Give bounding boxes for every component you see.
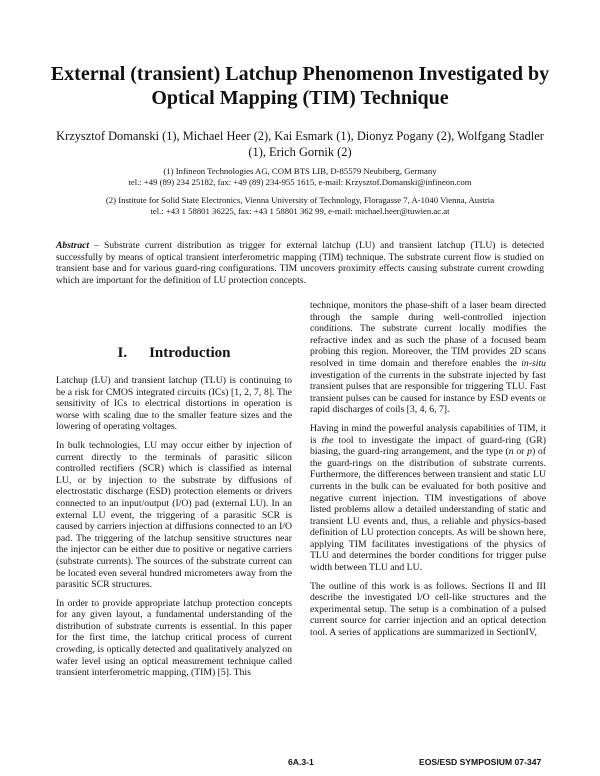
section-title: Introduction <box>149 345 231 361</box>
right-paragraph-2-em-the: the <box>321 434 334 446</box>
affiliation-2-contact: tel.: +43 1 58801 36225, fax: +43 1 58801 362 99, e-mail: michael.heer@tuwien.ac.at <box>150 206 450 216</box>
right-paragraph-2-c: or <box>513 446 528 458</box>
affiliation-2-address: (2) Institute for Solid State Electronics, Vienna University of Technology, Floragasse 7, A-1040 Vienna, Austria <box>105 195 495 205</box>
right-paragraph-2-d: ) of the guard-rings on the distribution of substrate currents. Furthermore, the differences between transient and static LU currents in the bulk can be evaluated for both positive and negative current injection. TIM investigations of above listed problems allow a detailed understanding of static and transient LU events and, thus, a reliable and physics-based definition of LU protection concepts. As will be shown here, applying TIM facilitates investigations of the physics of TLU and determines the border conditions for trigger pulse width between TLU and LU. <box>310 446 547 574</box>
footer-page-number: 6A.3-1 <box>288 757 314 767</box>
right-paragraph-2-b: tool to investigate the impact of guard-ring (GR) biasing, the guard-ring arrangement, and the type ( <box>310 434 546 458</box>
abstract <box>56 240 544 286</box>
section-heading-introduction <box>56 344 292 362</box>
right-paragraph-2 <box>310 423 546 574</box>
right-paragraph-1-emphasis: in-situ <box>521 357 546 369</box>
affiliation-1-address: (1) Infineon Technologies AG, COM BTS LIB, D-85579 Neubiberg, Germany <box>163 166 437 176</box>
right-paragraph-2-a: Having in mind the powerful analysis capabilities of TIM, it is <box>310 422 546 446</box>
title-line-2: Optical Mapping (TIM) Technique <box>151 87 449 109</box>
left-column <box>56 296 292 686</box>
intro-paragraph-2: In bulk technologies, LU may occur either by injection of current directly to the terminals of parasitic silicon controlled rectifiers (SCR) which is classified as internal LU, or by injection to the substrate by diffusions of electrostatic discharge (ESD) protection elements or drivers connected to an input/output (I/O) pad (external LU). In an external LU event, the triggering of a parasitic SCR is caused by carriers injection at diffusions connected to an I/O pad. The triggering of the latchup sensitive structures near the injector can be either due to positive or negative carriers (substrate currents). The sources of the substrate current can be located even several hundred micrometers away from the parasitic SCR structures. <box>56 439 292 591</box>
right-paragraph-3: The outline of this work is as follows. Sections II and III describe the investigated I/O cell-like structures and the experimental setup. The setup is a combination of a pulsed current source for carrier injection and an optical detection tool. A series of applications are summarized in SectionIV, <box>310 580 546 639</box>
right-paragraph-2-em-n: n <box>508 446 514 458</box>
intro-paragraph-1: Latchup (LU) and transient latchup (TLU) is continuing to be a risk for CMOS integrated circuits (ICs) [1, 2, 7, 8]. The sensitivity of ICs to electrical distortions in operation is worse with scaling due to the smaller feature sizes and the lowering of operating voltages. <box>56 375 292 433</box>
title-line-1: External (transient) Latchup Phenomenon Investigated by <box>50 63 550 85</box>
intro-paragraph-3: In order to provide appropriate latchup protection concepts for any given layout, a fundamental understanding of the distribution of substrate currents is essential. In this paper for the first time, the latchup critical process of current crowding, is optically detected and qualitatively analyzed on wafer level using an optical measurement technique called transient interferometric mapping, (TIM) [5]. This <box>56 597 292 679</box>
abstract-text: – Substrate current distribution as trigger for external latchup (LU) and transient latchup (TLU) is detected successfully by means of optical transient interferometric mapping (TIM) technique. The substrate current flow is studied on transient base and for various guard-ring configurations. TIM uncovers proximity effects causing substrate current crowding which are important for the definition of LU protection concepts. <box>56 240 544 286</box>
footer-conference: EOS/ESD SYMPOSIUM 07-347 <box>419 757 542 767</box>
right-paragraph-2-em-p: p <box>527 446 532 458</box>
affiliation-1-contact: tel.: +49 (89) 234 25182, fax: +49 (89) 234-955 1615, e-mail: Krzysztof.Domanski@infineon.com <box>128 177 472 187</box>
affiliation-2 <box>40 195 560 217</box>
paper-title <box>40 62 560 110</box>
affiliation-1 <box>40 166 560 188</box>
section-number: I. <box>117 345 128 361</box>
right-paragraph-1-b: investigation of the currents in the substrate injected by fast transient pulses that are responsible for triggering TLU. Fast transient pulses can be caused for instance by ESD events or rapid discharges of coils [3, 4, 6, 7]. <box>310 369 546 416</box>
right-column <box>310 300 546 646</box>
right-paragraph-1 <box>310 300 546 416</box>
right-paragraph-1-a: technique, monitors the phase-shift of a laser beam directed through the sample during well-controlled injection conditions. The substrate current locally modifies the refractive index and as such the phase of a focused beam probing this region. Moreover, the TIM provides 2D scans resolved in time domain and therefore enables the <box>310 300 546 369</box>
abstract-label: Abstract <box>56 240 90 251</box>
author-list: Krzysztof Domanski (1), Michael Heer (2), Kai Esmark (1), Dionyz Pogany (2), Wolfgang Stadler (1), Erich Gornik (2) <box>56 129 544 159</box>
